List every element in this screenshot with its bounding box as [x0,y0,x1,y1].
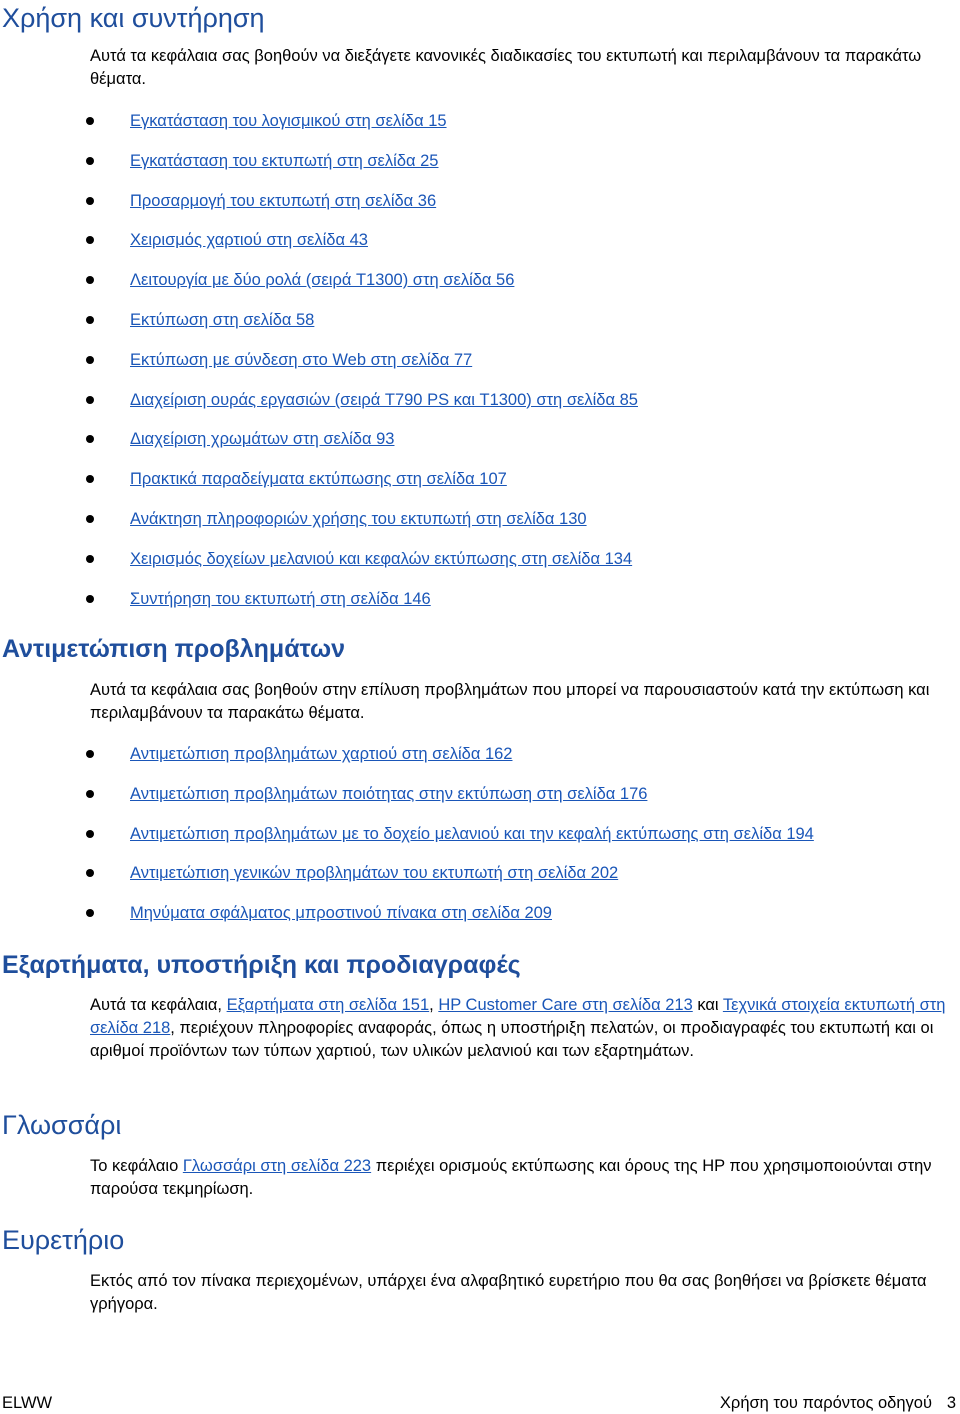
page-footer [0,1392,960,1414]
section-intro-troubleshooting: Αυτά τα κεφάλαια σας βοηθούν στην επίλυση προβλημάτων που μπορεί να παρουσιαστούν κατά την εκτύπωση και περιλαμβάνουν τα παρακάτω θέματα. [90,681,930,722]
section-intro-usage: Αυτά τα κεφάλαια σας βοηθούν να διεξάγετε κανονικές διαδικασίες του εκτυπωτή και περιλαμβάνουν τα παρακάτω θέματα. [90,47,922,88]
topic-link[interactable]: Συντήρηση του εκτυπωτή στη σελίδα 146 [130,589,431,608]
bullet-icon [86,790,94,798]
bullet-icon [86,356,94,364]
bullet-icon [86,869,94,877]
bullet-icon [86,750,94,758]
bullet-icon [86,316,94,324]
bullet-icon [86,595,94,603]
topic-link[interactable]: Εκτύπωση στη σελίδα 58 [130,310,315,329]
bullet-icon [86,236,94,244]
bullet-icon [86,157,94,165]
section-title-accessories: Εξαρτήματα, υποστήριξη και προδιαγραφές [2,951,521,979]
bullet-icon [86,197,94,205]
accessories-link[interactable]: Εξαρτήματα στη σελίδα 151 [226,996,430,1014]
topic-link[interactable]: Αντιμετώπιση προβλημάτων ποιότητας στην εκτύπωση στη σελίδα 176 [130,784,648,803]
footer-page-number: 3 [946,1394,956,1412]
topic-link[interactable]: Αντιμετώπιση προβλημάτων χαρτιού στη σελίδα 162 [130,745,513,763]
section-intro-index: Εκτός από τον πίνακα περιεχομένων, υπάρχει ένα αλφαβητικό ευρετήριο που θα σας βοηθήσει να βρίσκετε θέματα γρήγορα. [90,1272,927,1313]
section-title-usage: Χρήση και συντήρηση [2,3,265,33]
hp-customer-care-link[interactable]: HP Customer Care στη σελίδα 213 [438,996,693,1014]
footer-doc-code: ELWW [2,1394,53,1412]
footer-chapter-title: Χρήση του παρόντος οδηγού [719,1394,932,1412]
topic-link[interactable]: Προσαρμογή του εκτυπωτή στη σελίδα 36 [130,191,437,210]
accessories-text-2: , [429,996,439,1014]
topic-link[interactable]: Διαχείριση χρωμάτων στη σελίδα 93 [130,430,395,449]
topic-link[interactable]: Διαχείριση ουράς εργασιών (σειρά T790 PS και T1300) στη σελίδα 85 [130,390,638,409]
section-intro-accessories [90,994,950,1063]
accessories-text-3: και [692,996,723,1014]
bullet-icon [86,830,94,838]
section-title-glossary: Γλωσσάρι [2,1110,122,1140]
accessories-text-4: , περιέχουν πληροφορίες αναφοράς, όπως η υποστήριξη πελατών, οι προδιαγραφές του εκτυπωτή και οι αριθμοί προϊόντων των τύπων χαρτιού, των υλικών μελανιού και των εξαρτημάτων. [90,1019,934,1060]
bullet-icon [86,117,94,125]
glossary-text-1: Το κεφάλαιο [90,1157,183,1175]
bullet-icon [86,475,94,483]
topic-link[interactable]: Χειρισμός δοχείων μελανιού και κεφαλών εκτύπωσης στη σελίδα 134 [130,549,633,568]
topic-link[interactable]: Μηνύματα σφάλματος μπροστινού πίνακα στη σελίδα 209 [130,904,552,923]
accessories-text-1: Αυτά τα κεφάλαια, [90,996,227,1014]
bullet-icon [86,555,94,563]
bullet-icon [86,435,94,443]
topic-link[interactable]: Λειτουργία με δύο ρολά (σειρά T1300) στη σελίδα 56 [130,271,515,290]
glossary-text-2: περιέχει ορισμούς εκτύπωσης και όρους της HP που χρησιμοποιούνται στην παρούσα τεκμηρίωση. [90,1157,932,1198]
section-title-index: Ευρετήριο [2,1225,125,1255]
topic-link[interactable]: Εγκατάσταση του λογισμικού στη σελίδα 15 [130,112,447,130]
bullet-icon [86,515,94,523]
section-intro-glossary [90,1155,950,1201]
topic-link[interactable]: Εγκατάσταση του εκτυπωτή στη σελίδα 25 [130,151,439,170]
glossary-link[interactable]: Γλωσσάρι στη σελίδα 223 [182,1157,372,1175]
topic-link[interactable]: Αντιμετώπιση γενικών προβλημάτων του εκτυπωτή στη σελίδα 202 [130,864,619,883]
bullet-icon [86,909,94,917]
bullet-icon [86,396,94,404]
bullet-icon [86,276,94,284]
printer-specifications-link[interactable]: Τεχνικά στοιχεία εκτυπωτή στη σελίδα 218 [90,996,946,1037]
topic-link[interactable]: Χειρισμός χαρτιού στη σελίδα 43 [130,231,368,250]
topic-link[interactable]: Ανάκτηση πληροφοριών χρήσης του εκτυπωτή στη σελίδα 130 [130,509,587,528]
section-title-troubleshooting: Αντιμετώπιση προβλημάτων [2,635,346,663]
topic-link[interactable]: Εκτύπωση με σύνδεση στο Web στη σελίδα 77 [130,350,473,369]
topic-link[interactable]: Πρακτικά παραδείγματα εκτύπωσης στη σελίδα 107 [130,470,507,489]
topic-link[interactable]: Αντιμετώπιση προβλημάτων με το δοχείο μελανιού και την κεφαλή εκτύπωσης στη σελίδα 194 [130,824,814,843]
